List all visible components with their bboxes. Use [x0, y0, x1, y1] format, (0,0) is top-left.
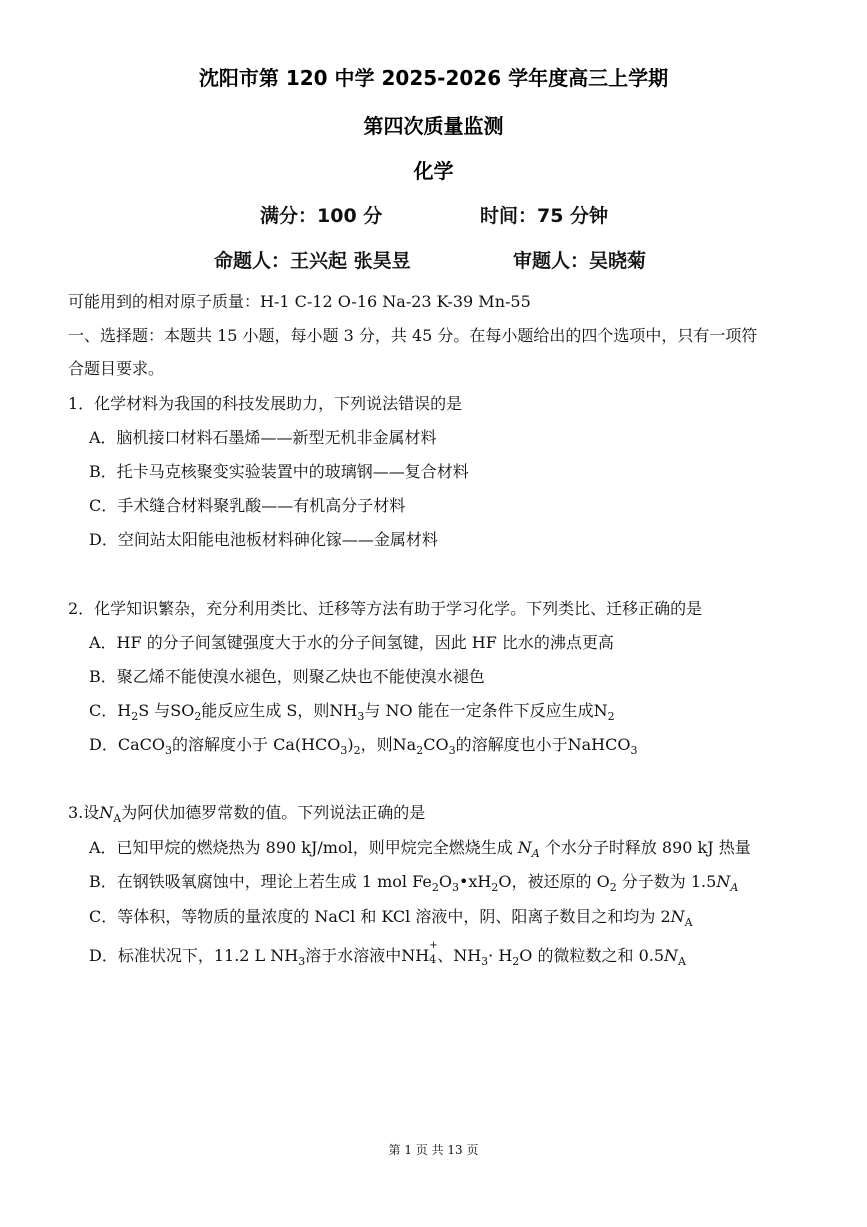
question-2-option-c: C．$H_2S$ 与$SO_2$能反应生成 S，则$NH_3$与 NO 能在一定条件下反应生成$N_2$ [89, 701, 615, 724]
full-score: 满分：100 分 [260, 205, 383, 227]
question-2-option-a: A．HF 的分子间氢键强度大于水的分子间氢键，因此 HF 比水的沸点更高 [89, 633, 614, 652]
question-2-stem: 2．化学知识繁杂，充分利用类比、迁移等方法有助于学习化学。下列类比、迁移正确的是 [68, 599, 703, 618]
question-1-option-b: B．托卡马克核聚变实验装置中的玻璃钢——复合材料 [89, 462, 469, 481]
author: 命题人：王兴起 张昊昱 [214, 250, 411, 272]
reviewer: 审题人：吴晓菊 [513, 250, 647, 272]
exam-subject: 化学 [413, 159, 454, 183]
question-3-option-b: B．在钢铁吸氧腐蚀中，理论上若生成 1 mol $Fe_2O_3•xH_2O$，被还原的 $O_2$ 分子数为 $1.5N_A$ [89, 872, 739, 895]
exam-time: 时间：75 分钟 [480, 205, 609, 227]
question-1-stem: 1．化学材料为我国的科技发展助力，下列说法错误的是 [68, 394, 463, 413]
page-footer: 第 1 页 共 13 页 [388, 1143, 479, 1157]
question-3-stem: 3.设$N_A$为阿伏加德罗常数的值。下列说法正确的是 [68, 803, 426, 826]
question-2-option-d: D．CaCO$_3$的溶解度小于 $Ca(HCO_3)_2$，则$Na_2CO_3$的溶解度也小于NaHCO$_3$ [89, 735, 638, 758]
atomic-masses: 可能用到的相对原子质量：H-1 C-12 O-16 Na-23 K-39 Mn-55 [68, 292, 531, 311]
question-3-option-d: D．标准状况下，11.2 L $NH_3$溶于水溶液中NH + 4 、$NH_3\cdot H_2O$ 的微粒数之和 $0.5N_A$ [89, 940, 686, 969]
question-1-option-c: C．手术缝合材料聚乳酸——有机高分子材料 [89, 496, 406, 515]
section-instructions-line2: 合题目要求。 [68, 359, 165, 378]
question-3-option-c: C．等体积，等物质的量浓度的 NaCl 和 KCl 溶液中，阴、阳离子数目之和均为 $2N_A$ [89, 907, 693, 930]
question-1-option-a: A．脑机接口材料石墨烯——新型无机非金属材料 [89, 428, 437, 447]
exam-subtitle: 第四次质量监测 [363, 114, 504, 138]
question-1-option-d: D．空间站太阳能电池板材料砷化镓——金属材料 [89, 530, 438, 549]
exam-title: 沈阳市第 120 中学 2025-2026 学年度高三上学期 [198, 66, 669, 90]
section-instructions-line1: 一、选择题：本题共 15 小题，每小题 3 分，共 45 分。在每小题给出的四个选项中，只有一项符 [68, 326, 758, 345]
question-2-option-b: B．聚乙烯不能使溴水褪色，则聚乙炔也不能使溴水褪色 [89, 667, 485, 686]
question-3-option-a: A．已知甲烷的燃烧热为 890 kJ/mol，则甲烷完全燃烧生成 $N_A$ 个水分子时释放 890 kJ 热量 [89, 838, 751, 861]
